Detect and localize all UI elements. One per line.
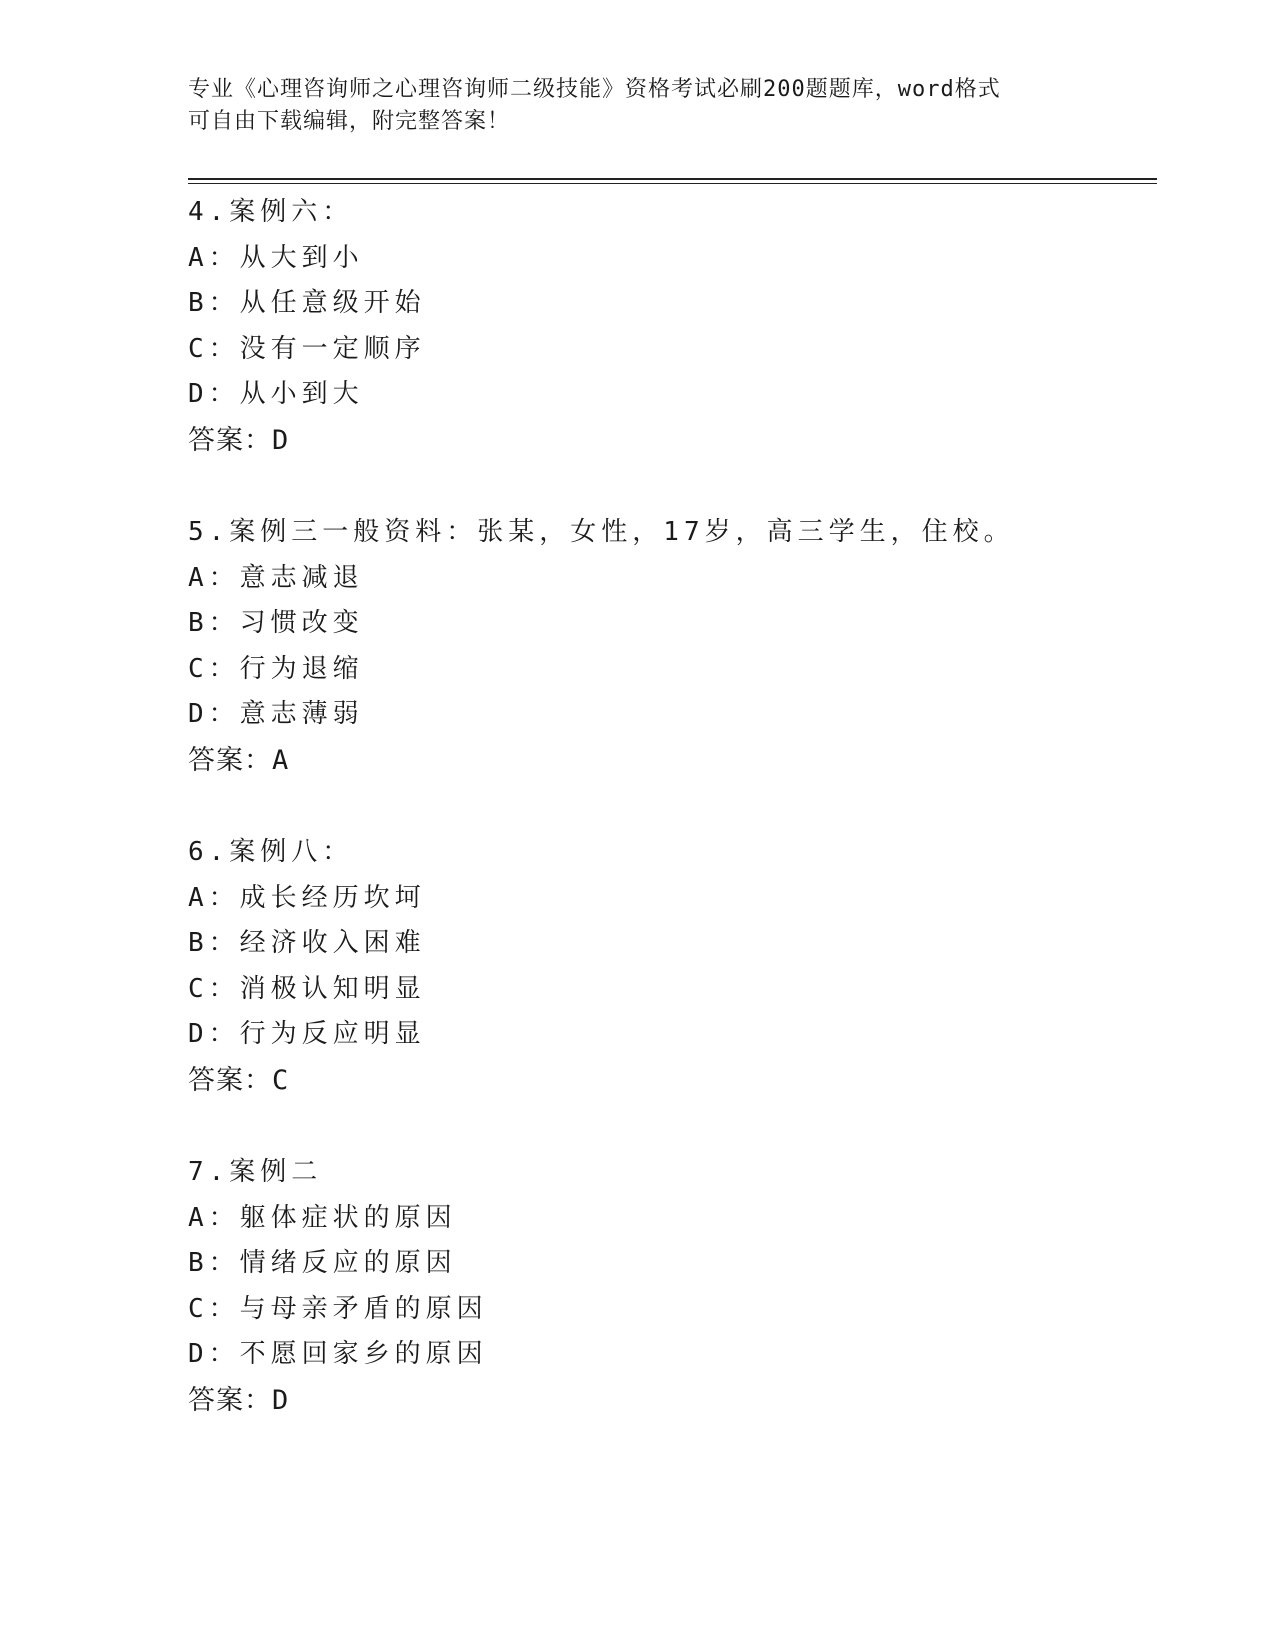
question-stem: 4.案例六： xyxy=(188,197,354,227)
option-d: D：不愿回家乡的原因 xyxy=(188,1339,488,1369)
option-d: D：行为反应明显 xyxy=(188,1019,426,1049)
option-c: C：消极认知明显 xyxy=(188,973,426,1004)
question-item xyxy=(188,510,1148,783)
option-b: B：习惯改变 xyxy=(188,608,364,638)
answer-line: 答案：A xyxy=(188,744,290,776)
question-item xyxy=(188,830,1148,1103)
option-c: C：与母亲矛盾的原因 xyxy=(188,1293,488,1324)
header-line-1: 专业《心理咨询师之心理咨询师二级技能》资格考试必刷200题题库，word格式 xyxy=(188,77,1001,102)
question-list xyxy=(188,190,1148,1470)
option-b: B：经济收入困难 xyxy=(188,928,426,958)
option-a: A：成长经历坎坷 xyxy=(188,882,426,913)
option-a: A：从大到小 xyxy=(188,242,364,273)
header-divider-thin xyxy=(188,183,1157,184)
header-line-2: 可自由下载编辑，附完整答案！ xyxy=(188,109,511,134)
question-stem: 7.案例二 xyxy=(188,1157,323,1187)
option-c: C：没有一定顺序 xyxy=(188,333,426,364)
option-d: D：从小到大 xyxy=(188,379,364,409)
header-divider-thick xyxy=(188,178,1157,180)
option-c: C：行为退缩 xyxy=(188,653,364,684)
option-a: A：躯体症状的原因 xyxy=(188,1202,457,1233)
answer-line: 答案：D xyxy=(188,1384,290,1416)
option-b: B：从任意级开始 xyxy=(188,288,426,318)
question-stem: 5.案例三一般资料：张某，女性，17岁，高三学生，住校。 xyxy=(188,517,1015,547)
option-b: B：情绪反应的原因 xyxy=(188,1248,457,1278)
answer-line: 答案：D xyxy=(188,424,290,456)
option-a: A：意志减退 xyxy=(188,562,364,593)
question-stem: 6.案例八： xyxy=(188,837,354,867)
document-header xyxy=(188,74,1088,138)
answer-line: 答案：C xyxy=(188,1064,290,1096)
question-item xyxy=(188,1150,1148,1423)
question-item xyxy=(188,190,1148,463)
option-d: D：意志薄弱 xyxy=(188,699,364,729)
